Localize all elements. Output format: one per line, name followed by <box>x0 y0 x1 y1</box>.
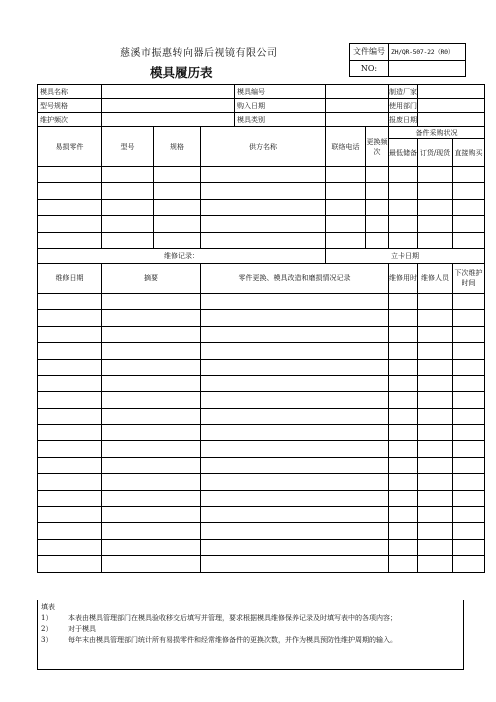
table-cell[interactable] <box>154 183 201 199</box>
card-date-label: 立卡日期 <box>326 248 485 263</box>
label-model-spec: 型号规格 <box>38 99 102 113</box>
table-cell[interactable] <box>366 199 389 215</box>
table-cell[interactable] <box>38 392 102 408</box>
table-cell[interactable] <box>453 293 485 309</box>
table-cell[interactable] <box>38 441 102 457</box>
table-cell[interactable] <box>38 326 102 342</box>
table-cell[interactable] <box>38 490 102 506</box>
label-mold-name: 模具名称 <box>38 85 102 99</box>
parts-row <box>38 183 485 199</box>
table-cell[interactable] <box>154 167 201 183</box>
header-supplier: 供方名称 <box>201 127 326 167</box>
table-cell[interactable] <box>201 199 326 215</box>
table-cell[interactable] <box>453 474 485 490</box>
table-cell[interactable] <box>453 425 485 441</box>
table-cell[interactable] <box>102 474 201 490</box>
table-cell[interactable] <box>201 326 389 342</box>
table-cell[interactable] <box>102 167 154 183</box>
header-maintenance-staff: 维修人员 <box>418 263 453 293</box>
header-part-model: 型号 <box>102 127 154 167</box>
table-cell[interactable] <box>38 167 102 183</box>
header-phone: 联络电话 <box>326 127 366 167</box>
table-cell[interactable] <box>38 232 102 248</box>
table-cell[interactable] <box>38 293 102 309</box>
table-cell[interactable] <box>389 326 418 342</box>
maintenance-record-label: 维修记录： <box>38 248 326 263</box>
table-cell[interactable] <box>389 457 418 473</box>
table-cell[interactable] <box>38 425 102 441</box>
table-cell[interactable] <box>38 539 102 555</box>
header-order-stock: 订货/现货 <box>418 139 453 167</box>
label-manufacturer: 制造厂家 <box>389 85 418 99</box>
table-cell[interactable] <box>201 539 389 555</box>
table-cell[interactable] <box>418 216 453 232</box>
table-cell[interactable] <box>453 408 485 424</box>
label-scrap-date: 报废日期 <box>389 113 418 127</box>
maintenance-row <box>38 490 485 506</box>
table-cell[interactable] <box>453 183 485 199</box>
maintenance-row <box>38 425 485 441</box>
table-cell[interactable] <box>418 507 453 523</box>
table-cell[interactable] <box>389 523 418 539</box>
parts-row <box>38 199 485 215</box>
table-cell[interactable] <box>389 293 418 309</box>
table-cell[interactable] <box>389 425 418 441</box>
form-title: 模具履历表 <box>150 65 213 80</box>
table-cell[interactable] <box>102 539 201 555</box>
table-cell[interactable] <box>38 343 102 359</box>
table-cell[interactable] <box>326 199 366 215</box>
table-cell[interactable] <box>38 556 102 572</box>
header-wear-parts: 易损零件 <box>38 127 102 167</box>
table-cell[interactable] <box>201 183 326 199</box>
table-cell[interactable] <box>201 457 389 473</box>
table-cell[interactable] <box>453 539 485 555</box>
maintenance-row <box>38 556 485 572</box>
note-number: 1） <box>41 614 53 622</box>
table-cell[interactable] <box>201 490 389 506</box>
table-cell[interactable] <box>102 507 201 523</box>
notes-section <box>37 600 464 670</box>
table-cell[interactable] <box>418 343 453 359</box>
header-part-spec: 规格 <box>154 127 201 167</box>
table-cell[interactable] <box>453 216 485 232</box>
manufacturer-value[interactable] <box>418 85 485 99</box>
table-cell[interactable] <box>453 359 485 375</box>
parts-row <box>38 216 485 232</box>
mold-name-value[interactable] <box>102 85 235 99</box>
note-text: 每年末由模具管理部门统计所有易损零件和经常维修备件的更换次数，并作为模具预防性维护周期的输入。 <box>68 636 397 644</box>
header-maintenance-date: 维修日期 <box>38 263 102 293</box>
table-cell[interactable] <box>38 310 102 326</box>
table-cell[interactable] <box>418 359 453 375</box>
table-cell[interactable] <box>102 310 201 326</box>
document-number-box <box>349 43 466 77</box>
table-cell[interactable] <box>453 199 485 215</box>
table-cell[interactable] <box>38 457 102 473</box>
table-cell[interactable] <box>102 343 201 359</box>
maintenance-row <box>38 457 485 473</box>
maintenance-frequency-value[interactable] <box>102 113 235 127</box>
table-cell[interactable] <box>389 539 418 555</box>
table-cell[interactable] <box>418 457 453 473</box>
table-cell[interactable] <box>201 167 326 183</box>
table-cell[interactable] <box>201 232 326 248</box>
table-cell[interactable] <box>389 375 418 391</box>
maintenance-row <box>38 441 485 457</box>
table-cell[interactable] <box>102 232 154 248</box>
table-cell[interactable] <box>326 232 366 248</box>
table-cell[interactable] <box>453 375 485 391</box>
table-cell[interactable] <box>201 474 389 490</box>
table-cell[interactable] <box>201 556 389 572</box>
note-number: 2） <box>41 625 53 633</box>
header-record-detail: 零件更换、模具改造和磨损情况记录 <box>201 263 389 293</box>
header-next-maintenance: 下次维护时间 <box>453 263 485 293</box>
maintenance-row <box>38 326 485 342</box>
table-cell[interactable] <box>389 556 418 572</box>
table-cell[interactable] <box>453 457 485 473</box>
table-cell[interactable] <box>201 216 326 232</box>
mold-category-value[interactable] <box>326 113 389 127</box>
model-spec-value[interactable] <box>102 99 235 113</box>
table-cell[interactable] <box>201 507 389 523</box>
table-cell[interactable] <box>453 441 485 457</box>
doc-no-value: ZH/QR-507-22（R0） <box>391 48 454 56</box>
table-cell[interactable] <box>453 392 485 408</box>
table-cell[interactable] <box>418 474 453 490</box>
table-cell[interactable] <box>201 392 389 408</box>
table-cell[interactable] <box>201 310 389 326</box>
maintenance-row <box>38 310 485 326</box>
company-name: 慈溪市振惠转向器后视镜有限公司 <box>120 48 278 59</box>
label-maintenance-frequency: 维护频次 <box>38 113 102 127</box>
header-direct-purchase: 直接购买 <box>453 139 485 167</box>
table-cell[interactable] <box>201 523 389 539</box>
table-cell[interactable] <box>389 343 418 359</box>
table-cell[interactable] <box>366 216 389 232</box>
table-cell[interactable] <box>326 167 366 183</box>
table-cell[interactable] <box>389 310 418 326</box>
table-cell[interactable] <box>418 539 453 555</box>
mold-history-table <box>37 84 485 573</box>
label-mold-number: 模具编号 <box>235 85 326 99</box>
table-cell[interactable] <box>453 490 485 506</box>
label-mold-category: 模具类别 <box>235 113 326 127</box>
maintenance-row <box>38 343 485 359</box>
table-cell[interactable] <box>418 556 453 572</box>
table-cell[interactable] <box>389 167 418 183</box>
table-cell[interactable] <box>366 183 389 199</box>
table-cell[interactable] <box>418 326 453 342</box>
table-cell[interactable] <box>102 490 201 506</box>
table-cell[interactable] <box>102 523 201 539</box>
table-cell[interactable] <box>389 490 418 506</box>
no-label: NO: <box>350 61 389 77</box>
table-cell[interactable] <box>38 359 102 375</box>
table-cell[interactable] <box>453 167 485 183</box>
table-cell[interactable] <box>418 523 453 539</box>
maintenance-row <box>38 523 485 539</box>
table-cell[interactable] <box>453 343 485 359</box>
table-cell[interactable] <box>366 232 389 248</box>
maintenance-row <box>38 408 485 424</box>
label-purchase-date: 购入日期 <box>235 99 326 113</box>
table-cell[interactable] <box>102 183 154 199</box>
table-cell[interactable] <box>102 359 201 375</box>
table-cell[interactable] <box>326 183 366 199</box>
maintenance-row <box>38 474 485 490</box>
header-maintenance-hours: 维修用时 <box>389 263 418 293</box>
table-cell[interactable] <box>102 441 201 457</box>
table-cell[interactable] <box>201 408 389 424</box>
table-cell[interactable] <box>201 343 389 359</box>
scrap-date-value[interactable] <box>418 113 485 127</box>
table-cell[interactable] <box>418 199 453 215</box>
table-cell[interactable] <box>38 183 102 199</box>
table-cell[interactable] <box>201 293 389 309</box>
table-cell[interactable] <box>418 167 453 183</box>
label-department: 使用部门 <box>389 99 418 113</box>
table-cell[interactable] <box>389 359 418 375</box>
table-cell[interactable] <box>389 474 418 490</box>
table-cell[interactable] <box>201 441 389 457</box>
table-cell[interactable] <box>201 375 389 391</box>
parts-row <box>38 167 485 183</box>
maintenance-row <box>38 539 485 555</box>
table-cell[interactable] <box>102 216 154 232</box>
department-value[interactable] <box>418 99 485 113</box>
table-cell[interactable] <box>418 392 453 408</box>
table-cell[interactable] <box>453 556 485 572</box>
table-cell[interactable] <box>389 183 418 199</box>
table-cell[interactable] <box>326 216 366 232</box>
table-cell[interactable] <box>102 392 201 408</box>
table-cell[interactable] <box>102 326 201 342</box>
maintenance-row <box>38 293 485 309</box>
table-cell[interactable] <box>389 199 418 215</box>
maintenance-row <box>38 359 485 375</box>
table-cell[interactable] <box>366 167 389 183</box>
table-cell[interactable] <box>38 523 102 539</box>
table-cell[interactable] <box>38 408 102 424</box>
table-cell[interactable] <box>389 232 418 248</box>
maintenance-row <box>38 392 485 408</box>
table-cell[interactable] <box>389 507 418 523</box>
table-cell[interactable] <box>102 375 201 391</box>
table-cell[interactable] <box>154 199 201 215</box>
table-cell[interactable] <box>38 199 102 215</box>
table-cell[interactable] <box>418 408 453 424</box>
table-cell[interactable] <box>154 232 201 248</box>
table-cell[interactable] <box>102 199 154 215</box>
table-cell[interactable] <box>38 216 102 232</box>
table-cell[interactable] <box>389 408 418 424</box>
table-cell[interactable] <box>102 408 201 424</box>
purchase-date-value[interactable] <box>326 99 389 113</box>
table-cell[interactable] <box>38 507 102 523</box>
table-cell[interactable] <box>201 425 389 441</box>
table-cell[interactable] <box>453 232 485 248</box>
notes-title: 填表 <box>41 603 55 611</box>
table-cell[interactable] <box>418 425 453 441</box>
doc-no-label: 文件编号 <box>350 44 389 60</box>
note-text: 本表由模具管理部门在模具验收移交后填写并管理，要求根据模具维修保养记录及时填写表中的各项内容； <box>68 614 397 622</box>
table-cell[interactable] <box>418 375 453 391</box>
table-cell[interactable] <box>154 216 201 232</box>
table-cell[interactable] <box>418 183 453 199</box>
table-cell[interactable] <box>389 216 418 232</box>
table-cell[interactable] <box>102 293 201 309</box>
table-cell[interactable] <box>453 523 485 539</box>
header-min-stock: 最低储备 <box>389 139 418 167</box>
table-cell[interactable] <box>102 425 201 441</box>
table-cell[interactable] <box>453 507 485 523</box>
header-procurement-status: 备件采购状况 <box>389 127 485 139</box>
table-cell[interactable] <box>418 232 453 248</box>
maintenance-row <box>38 375 485 391</box>
table-cell[interactable] <box>38 474 102 490</box>
table-cell[interactable] <box>418 441 453 457</box>
table-cell[interactable] <box>453 326 485 342</box>
table-cell[interactable] <box>102 457 201 473</box>
table-cell[interactable] <box>389 392 418 408</box>
no-value[interactable] <box>389 61 465 77</box>
table-cell[interactable] <box>38 375 102 391</box>
header-summary: 摘要 <box>102 263 201 293</box>
mold-number-value[interactable] <box>326 85 389 99</box>
table-cell[interactable] <box>418 310 453 326</box>
note-text: 对于模具 <box>68 625 96 633</box>
maintenance-row <box>38 507 485 523</box>
table-cell[interactable] <box>389 441 418 457</box>
header-replace-frequency: 更换频次 <box>366 127 389 167</box>
table-cell[interactable] <box>418 293 453 309</box>
table-cell[interactable] <box>418 490 453 506</box>
parts-row <box>38 232 485 248</box>
table-cell[interactable] <box>102 556 201 572</box>
note-number: 3） <box>41 636 53 644</box>
table-cell[interactable] <box>453 310 485 326</box>
table-cell[interactable] <box>201 359 389 375</box>
